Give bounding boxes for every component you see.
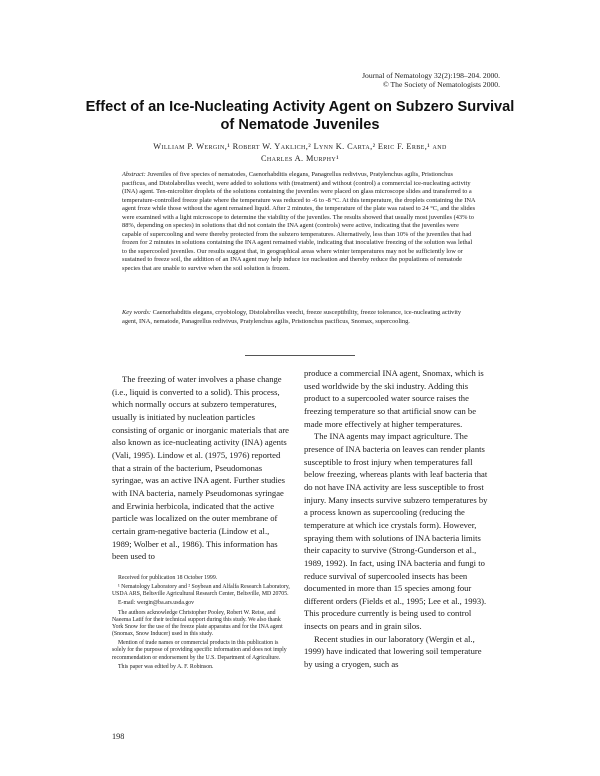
footnote-email: E-mail: wergin@ba.ars.usda.gov <box>118 600 195 607</box>
footnote-received: Received for publication 18 October 1999. <box>118 575 218 581</box>
article-title: Effect of an Ice-Nucleating Activity Agent on Subzero Survival of Nematode Juveniles <box>85 99 515 133</box>
journal-reference <box>362 71 500 90</box>
keywords-text: Caenorhabditis elegans, cryobiology, Distolabrellus veechi, freeze susceptibility, freeze tolerance, ice-nucleating activity agent, INA, nematode, Panagrellus redivivus, Pratylenchus agilis, Pristionchus pacificus, Snomax, supercooling. <box>122 309 462 325</box>
abstract-text: Juveniles of five species of nematodes, Caenorhabditis elegans, Panagrellus redivivus, Pratylenchus agilis, Pristionchus pacificus, and Distolabrellus veechi, were added to solutions with (treatment) and without (control) a commercial ice-nucleating activity (INA) agent. Ten-microliter droplets of the solutions containing the juveniles were placed on glass microscope slides and transferred to a temperature-controlled freeze plate where the temperature was reduced to -6 to -8 °C. At this temperature, the droplets containing the INA agent froze while those without the agent remained liquid. After 2 minutes, the temperature of the plate was raised to 24 °C, and the slides were examined with a light microscope to determine the viability of the juveniles. The results showed that usually most juveniles (43% to 88%, depending on species) in solutions that did not contain the INA agent (controls) were active, indicating that the juveniles were capable of supercooling and were thereby protected from the subzero temperatures. Alternatively, less than 10% of the juveniles that had frozen for 2 minutes in solutions containing the INA agent remained viable, indicating that inoculative freezing of the solution was lethal to the supercooled juveniles. Our results suggest that, in geographical areas where winter temperatures may not be sufficiently low or sustained to freeze soil, the addition of an INA agent may help induce ice nucleation and thereby reduce the populations of nematode species that are unable to survive when the soil solution is frozen. <box>122 171 476 273</box>
footnotes <box>112 575 290 673</box>
body-paragraph: The INA agents may impact agriculture. The presence of INA bacteria on leaves can render plants susceptible to frost injury when temperatures fall below freezing, whereas plants with leaf bacteria that do not have INA activity are less susceptible to frost injury. Many insects survive subzero temperatures by a process known as supercooling (reducing the temperature at which ice crystals form). However, spraying them with solutions of INA bacteria limits their capacity to survive (Strong-Gunderson et al., 1989, 1992). In fact, using INA bacteria and fungi to reduce survival of supercooled insects has been documented in more than 15 species among four different orders (Fields et al., 1995; Lee et al., 1993). This procedure currently is being used to control insects on pears and in grain silos. <box>304 431 488 632</box>
footnote-acknowledgment: The authors acknowledge Christopher Pooley, Robert W. Reise, and Naeema Latif for their technical support during this study. We also thank York Snow for the use of the freeze plate apparatus and for the INA agent (Snomax, Snow Inducer) used in this study. <box>112 609 283 638</box>
page-number: 198 <box>112 732 125 741</box>
body-column-right <box>304 367 490 671</box>
authors-line-2: Charles A. Murphy¹ <box>260 154 340 163</box>
section-divider <box>245 355 355 356</box>
footnote-editor: This paper was edited by A. F. Robinson. <box>118 663 214 670</box>
keywords <box>122 309 478 326</box>
body-column-left <box>112 373 290 563</box>
body-paragraph: produce a commercial INA agent, Snomax, which is used worldwide by the ski industry. Adding this product to a supercooled water source raises the freezing temperature so that artificial snow can be made more effectively at higher temperatures. <box>304 368 484 429</box>
footnote-affiliation: ¹ Nematology Laboratory and ² Soybean and Alfalfa Research Laboratory, USDA ARS, Beltsville Agricultural Research Center, Beltsville, MD 20705. <box>112 584 290 598</box>
abstract <box>122 171 478 274</box>
authors-line-1: William P. Wergin,¹ Robert W. Yaklich,² Lynn K. Carta,² Eric F. Erbe,¹ and <box>153 142 447 151</box>
body-paragraph: Recent studies in our laboratory (Wergin et al., 1999) have indicated that lowering soil temperature by using a cryogen, such as <box>304 633 482 670</box>
footnote-disclaimer: Mention of trade names or commercial products in this publication is solely for the purpose of providing specific information and does not imply recommendation or endorsement by the U.S. Department of Agriculture. <box>112 640 287 661</box>
author-list <box>102 141 498 165</box>
copyright-line: © The Society of Nematologists 2000. <box>383 80 500 90</box>
abstract-label: Abstract: <box>122 171 146 178</box>
keywords-label: Key words: <box>122 309 152 316</box>
journal-citation: Journal of Nematology 32(2):198–204. 2000. <box>362 71 500 80</box>
body-paragraph: The freezing of water involves a phase change (i.e., liquid is converted to a solid). This process, which normally occurs at subzero temperatures, usually is initiated by nucleation particles consisting of organic or inorganic materials that are also known as ice-nucleating activity (INA) agents (Vali, 1995). Lindow et al. (1975, 1976) reported that a strain of the bacterium, Pseudomonas syringae, was an active INA agent. Further studies with INA bacteria, namely Pseudomonas syringae and Erwinia herbicola, indicated that the active particle was localized on the outer membrane of certain gram-negative bacteria (Lindow et al., 1989; Wolber et al., 1986). This information has been used to <box>112 374 289 562</box>
